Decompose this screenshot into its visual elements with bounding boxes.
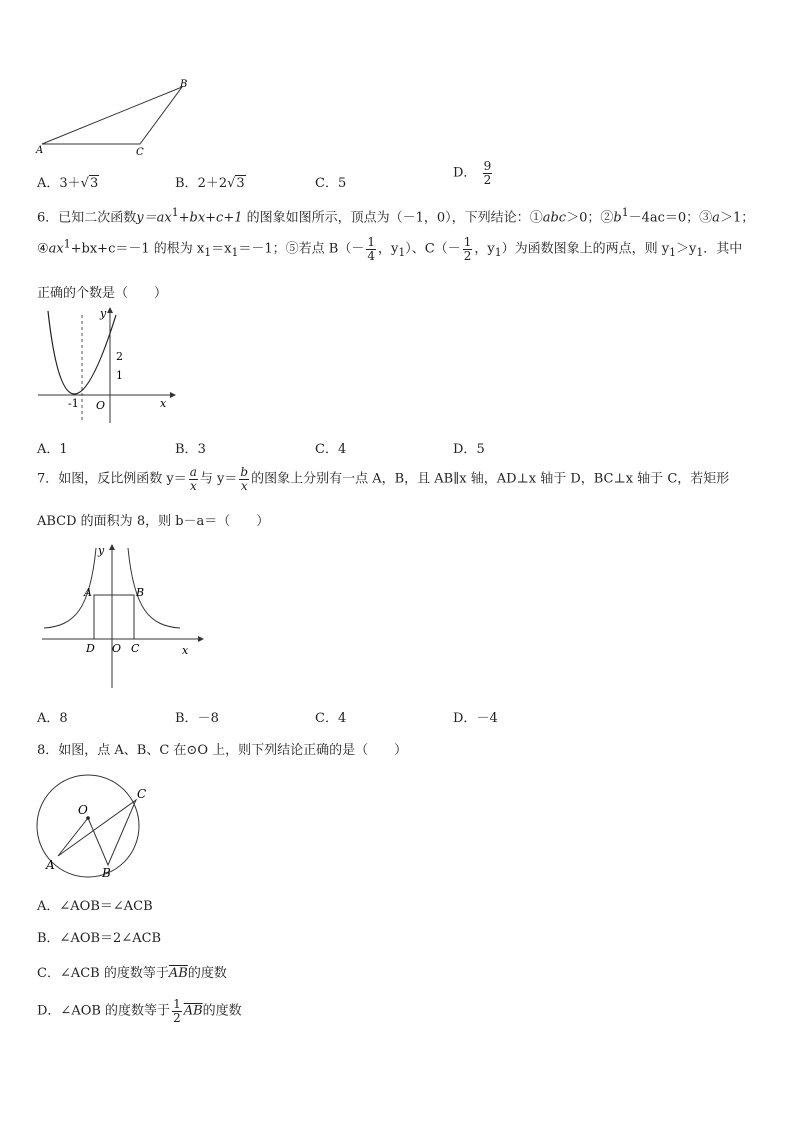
- x-axis-label: x: [160, 397, 167, 410]
- tick-minus-1: -1: [68, 397, 79, 410]
- q8-option-a[interactable]: A．∠AOB＝∠ACB: [37, 899, 153, 914]
- q7-option-c[interactable]: C．4: [315, 711, 347, 726]
- y-axis-label: y: [98, 544, 105, 557]
- point-c-label: C: [131, 642, 140, 655]
- arc-ab: $\overline{AB}$: [183, 1003, 203, 1019]
- tick-2: 2: [116, 350, 123, 363]
- y-axis-arrow: [107, 307, 113, 313]
- q5-option-d[interactable]: D． $\frac{9}{2}$: [453, 159, 492, 187]
- q6-stem-line2: $④ax^1+bx+c=-1$ 的根为 $x_1=x_1=-1$；⑤若点 B（－ $\frac{1}{4}$ ，$y_1$）、C（－ $\frac{1}{2}$ ，$y_1$）为函数图象上的两点，则 $y_1>y_1$．其中: [37, 235, 743, 263]
- q5-option-c[interactable]: C．5: [315, 176, 347, 191]
- q8-stem: 8．如图，点 A、B、C 在⊙O 上，则下列结论正确的是（ ）: [37, 743, 408, 758]
- q8-option-c[interactable]: C．∠ACB 的度数等于$\overline{AB}$的度数: [37, 966, 227, 981]
- chords: [58, 800, 136, 865]
- q5-option-a[interactable]: A．3＋√3: [37, 176, 99, 191]
- center-o-label: O: [78, 803, 88, 817]
- x-axis-arrow: [198, 636, 204, 642]
- triangle-outline: [42, 87, 182, 144]
- label-b: B: [180, 79, 188, 90]
- q5-triangle-figure: [30, 74, 200, 158]
- origin-label: O: [112, 642, 122, 655]
- q7-option-d[interactable]: D．－4: [453, 711, 498, 726]
- x-axis-label: x: [182, 644, 189, 657]
- fraction: $\frac{1}{2}$: [173, 997, 181, 1025]
- q5-option-b[interactable]: B．2＋2√3: [175, 176, 245, 191]
- label-a: A: [36, 145, 44, 156]
- fraction: $\frac{9}{2}$: [483, 159, 492, 187]
- origin-label: O: [96, 399, 106, 412]
- q7-option-b[interactable]: B．－8: [175, 711, 219, 726]
- q7-hyperbola-figure: [36, 540, 206, 690]
- point-a-label: A: [46, 858, 55, 872]
- x-axis-arrow: [170, 392, 176, 398]
- y-axis-label: y: [100, 307, 107, 320]
- label-c: C: [136, 147, 144, 158]
- q6-stem-line1: 6．已知二次函数$y=ax^1+bx+c+1$ 的图象如图所示，顶点为（－1，0），下列结论：①abc＞0；$②b^1-4ac=0$；③a＞1；: [37, 206, 755, 226]
- q8-option-b[interactable]: B．∠AOB＝2∠ACB: [37, 931, 162, 946]
- q6-option-b[interactable]: B．3: [175, 442, 206, 457]
- q6-stem-line3: 正确的个数是（ ）: [37, 286, 168, 301]
- rectangle-abcd: [94, 595, 134, 639]
- q7-stem-line1: 7．如图，反比例函数 y＝ $\frac{a}{x}$ 与 y＝ $\frac{b}{x}$ 的图象上分别有一点 A，B，且 AB∥x 轴，AD⊥x 轴于 D，BC⊥x 轴于 C，若矩形: [37, 465, 730, 493]
- y-axis-arrow: [109, 544, 115, 550]
- point-a-label: A: [84, 586, 92, 599]
- q6-option-c[interactable]: C．4: [315, 442, 347, 457]
- arc-ab: $\overline{AB}$: [168, 966, 188, 981]
- q7-option-a[interactable]: A．8: [37, 711, 68, 726]
- point-d-label: D: [86, 642, 95, 655]
- q6-option-d[interactable]: D．5: [453, 442, 485, 457]
- q7-stem-line2: ABCD 的面积为 8，则 b－a＝（ ）: [37, 514, 270, 529]
- tick-1: 1: [116, 369, 123, 382]
- point-b-label: B: [136, 586, 145, 599]
- point-c-label: C: [137, 787, 147, 801]
- q6-parabola-figure: [30, 305, 180, 425]
- q6-option-a[interactable]: A．1: [37, 442, 68, 457]
- q8-option-d[interactable]: D．∠AOB 的度数等于 $\frac{1}{2}$ $\overline{AB}$的度数: [37, 997, 242, 1025]
- q8-circle-figure: [30, 768, 150, 884]
- point-b-label: B: [102, 866, 111, 880]
